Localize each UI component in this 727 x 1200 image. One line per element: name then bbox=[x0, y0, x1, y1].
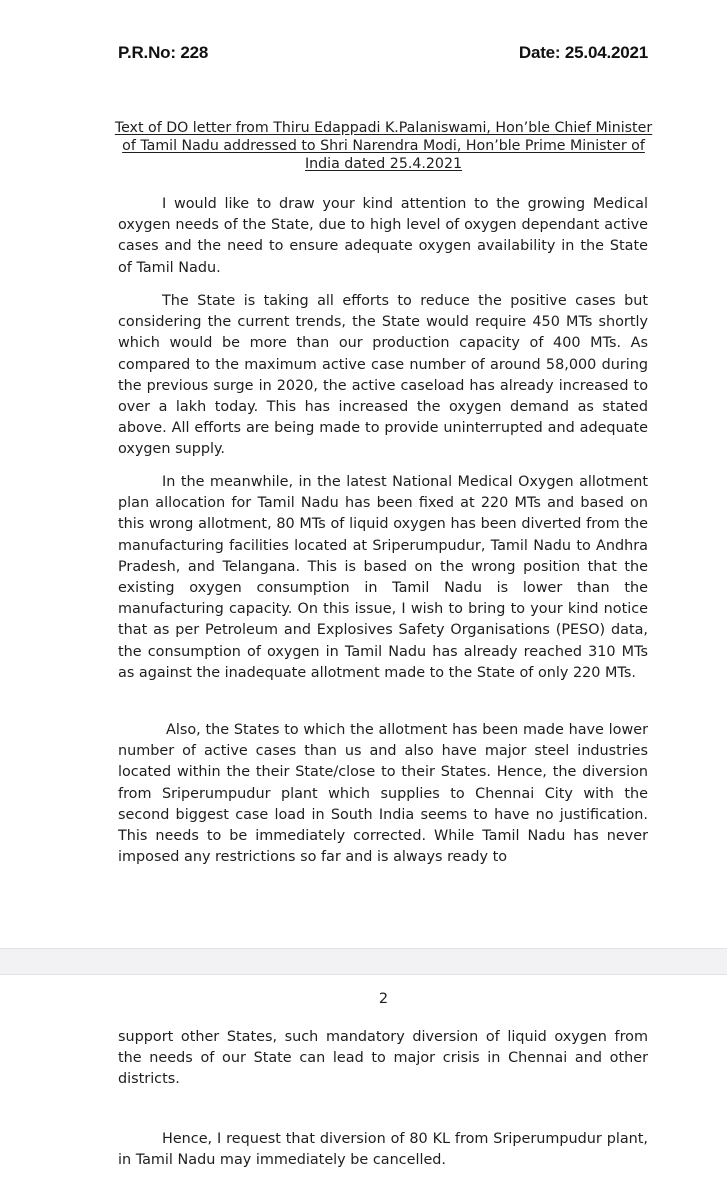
body-paragraph-2: The State is taking all efforts to reduce the positive cases but considering the current trends, the State would require 450 MTs shortly which would be more than our production capacity of 400 MTs. As compared to the maximum active case number of around 58,000 during the previous surge in 2020, the active caseload has already increased to over a lakh today. This has increased the oxygen demand as stated above. All efforts are being made to provide uninterrupted and adequate oxygen supply. bbox=[118, 293, 648, 458]
body-paragraph-4: Also, the States to which the allotment has been made have lower number of active cases than us and also have major steel industries located within the their State/close to their States. Hence, the diversion from Sriperumpudur plant which supplies to Chennai City with the second biggest case load in South India seems to have no justification. This needs to be immediately corrected. While Tamil Nadu has never imposed any restrictions so far and is always ready to bbox=[118, 722, 648, 866]
body-paragraph-5: support other States, such mandatory diversion of liquid oxygen from the needs of our State can lead to major crisis in Chennai and other districts. bbox=[118, 1029, 648, 1088]
page-separator bbox=[0, 948, 727, 975]
body-paragraph-6: Hence, I request that diversion of 80 KL from Sriperumpudur plant, in Tamil Nadu may immediately be cancelled. bbox=[118, 1131, 648, 1169]
body-paragraph-1: I would like to draw your kind attention to the growing Medical oxygen needs of the State, due to high level of oxygen dependant active cases and the need to ensure adequate oxygen availability in the State of Tamil Nadu. bbox=[118, 196, 648, 276]
letter-title: Text of DO letter from Thiru Edappadi K.Palaniswami, Hon’ble Chief Minister of Tamil Nadu addressed to Shri Narendra Modi, Hon’ble Prime Minister of India dated 25.4.2021 bbox=[114, 120, 653, 172]
release-date: Date: 25.04.2021 bbox=[518, 43, 648, 62]
body-paragraph-3: In the meanwhile, in the latest National Medical Oxygen allotment plan allocation for Tamil Nadu has been fixed at 220 MTs and based on this wrong allotment, 80 MTs of liquid oxygen has been diverted from the manufacturing facilities located at Sriperumpudur, Tamil Nadu to Andhra Pradesh, and Telangana. This is based on the wrong position that the existing oxygen consumption in Tamil Nadu is lower than the manufacturing capacity. On this issue, I wish to bring to your kind notice that as per Petroleum and Explosives Safety Organisations (PESO) data, the consumption of oxygen in Tamil Nadu has already reached 310 MTs as against the inadequate allotment made to the State of only 220 MTs. bbox=[118, 474, 648, 681]
letter-page-2 bbox=[0, 975, 727, 1200]
page-number: 2 bbox=[378, 991, 389, 1007]
press-release-number: P.R.No: 228 bbox=[118, 43, 209, 62]
